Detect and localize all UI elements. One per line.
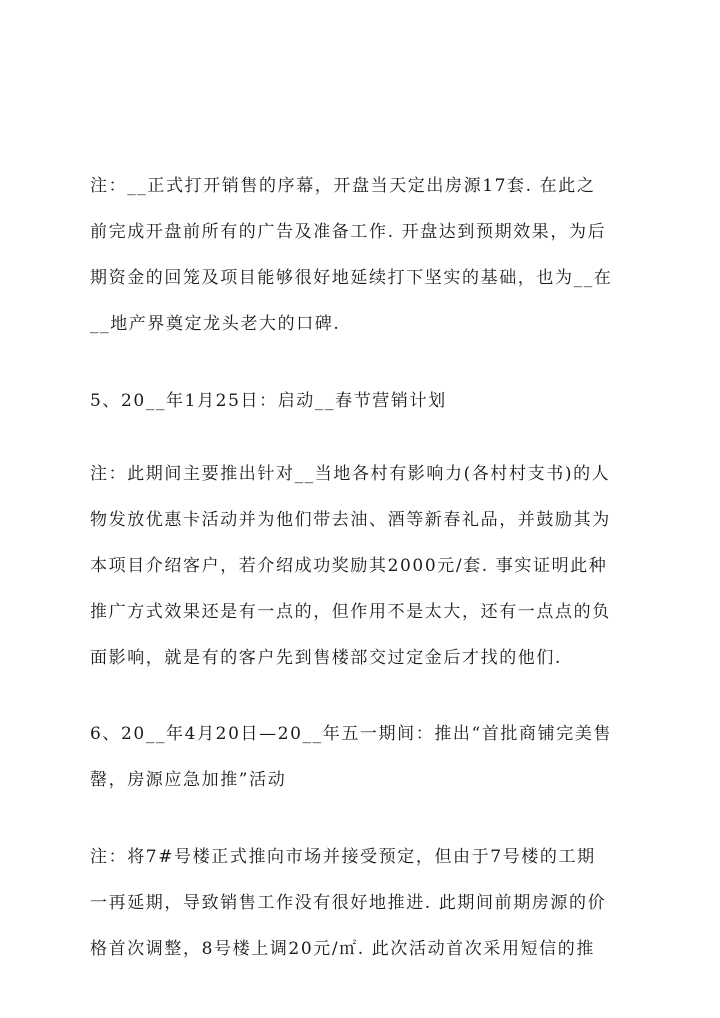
text-line: 注：__正式打开销售的序幕，开盘当天定出房源17套. 在此之	[90, 176, 596, 196]
text-line: 一再延期，导致销售工作没有很好地推进. 此期间前期房源的价	[90, 893, 607, 913]
text-line: 格首次调整，8号楼上调20元/㎡. 此次活动首次采用短信的推	[90, 939, 595, 959]
text-line: 推广方式效果还是有一点的，但作用不是太大，还有一点点的负	[90, 602, 611, 622]
text-line: 注：将7#号楼正式推向市场并接受预定，但由于7号楼的工期	[90, 847, 596, 867]
heading-line: 5、20__年1月25日：启动__春节营销计划	[90, 391, 447, 411]
text-line: 前完成开盘前所有的广告及准备工作. 开盘达到预期效果，为后	[90, 222, 607, 242]
text-line: 物发放优惠卡活动并为他们带去油、酒等新春礼品，并鼓励其为	[90, 510, 611, 530]
heading-line: 罄，房源应急加推”活动	[90, 770, 287, 790]
heading-line: 6、20__年4月20日—20__年五一期间：推出“首批商铺完美售	[90, 724, 613, 744]
text-line: 期资金的回笼及项目能够很好地延续打下坚实的基础，也为__在	[90, 268, 613, 288]
text-line: 注：此期间主要推出针对__当地各村有影响力(各村村支书)的人	[90, 464, 611, 484]
text-line: 面影响，就是有的客户先到售楼部交过定金后才找的他们.	[90, 648, 563, 668]
text-line: __地产界奠定龙头老大的口碑.	[90, 314, 341, 334]
text-line: 本项目介绍客户，若介绍成功奖励其2000元/套. 事实证明此种	[90, 556, 608, 576]
